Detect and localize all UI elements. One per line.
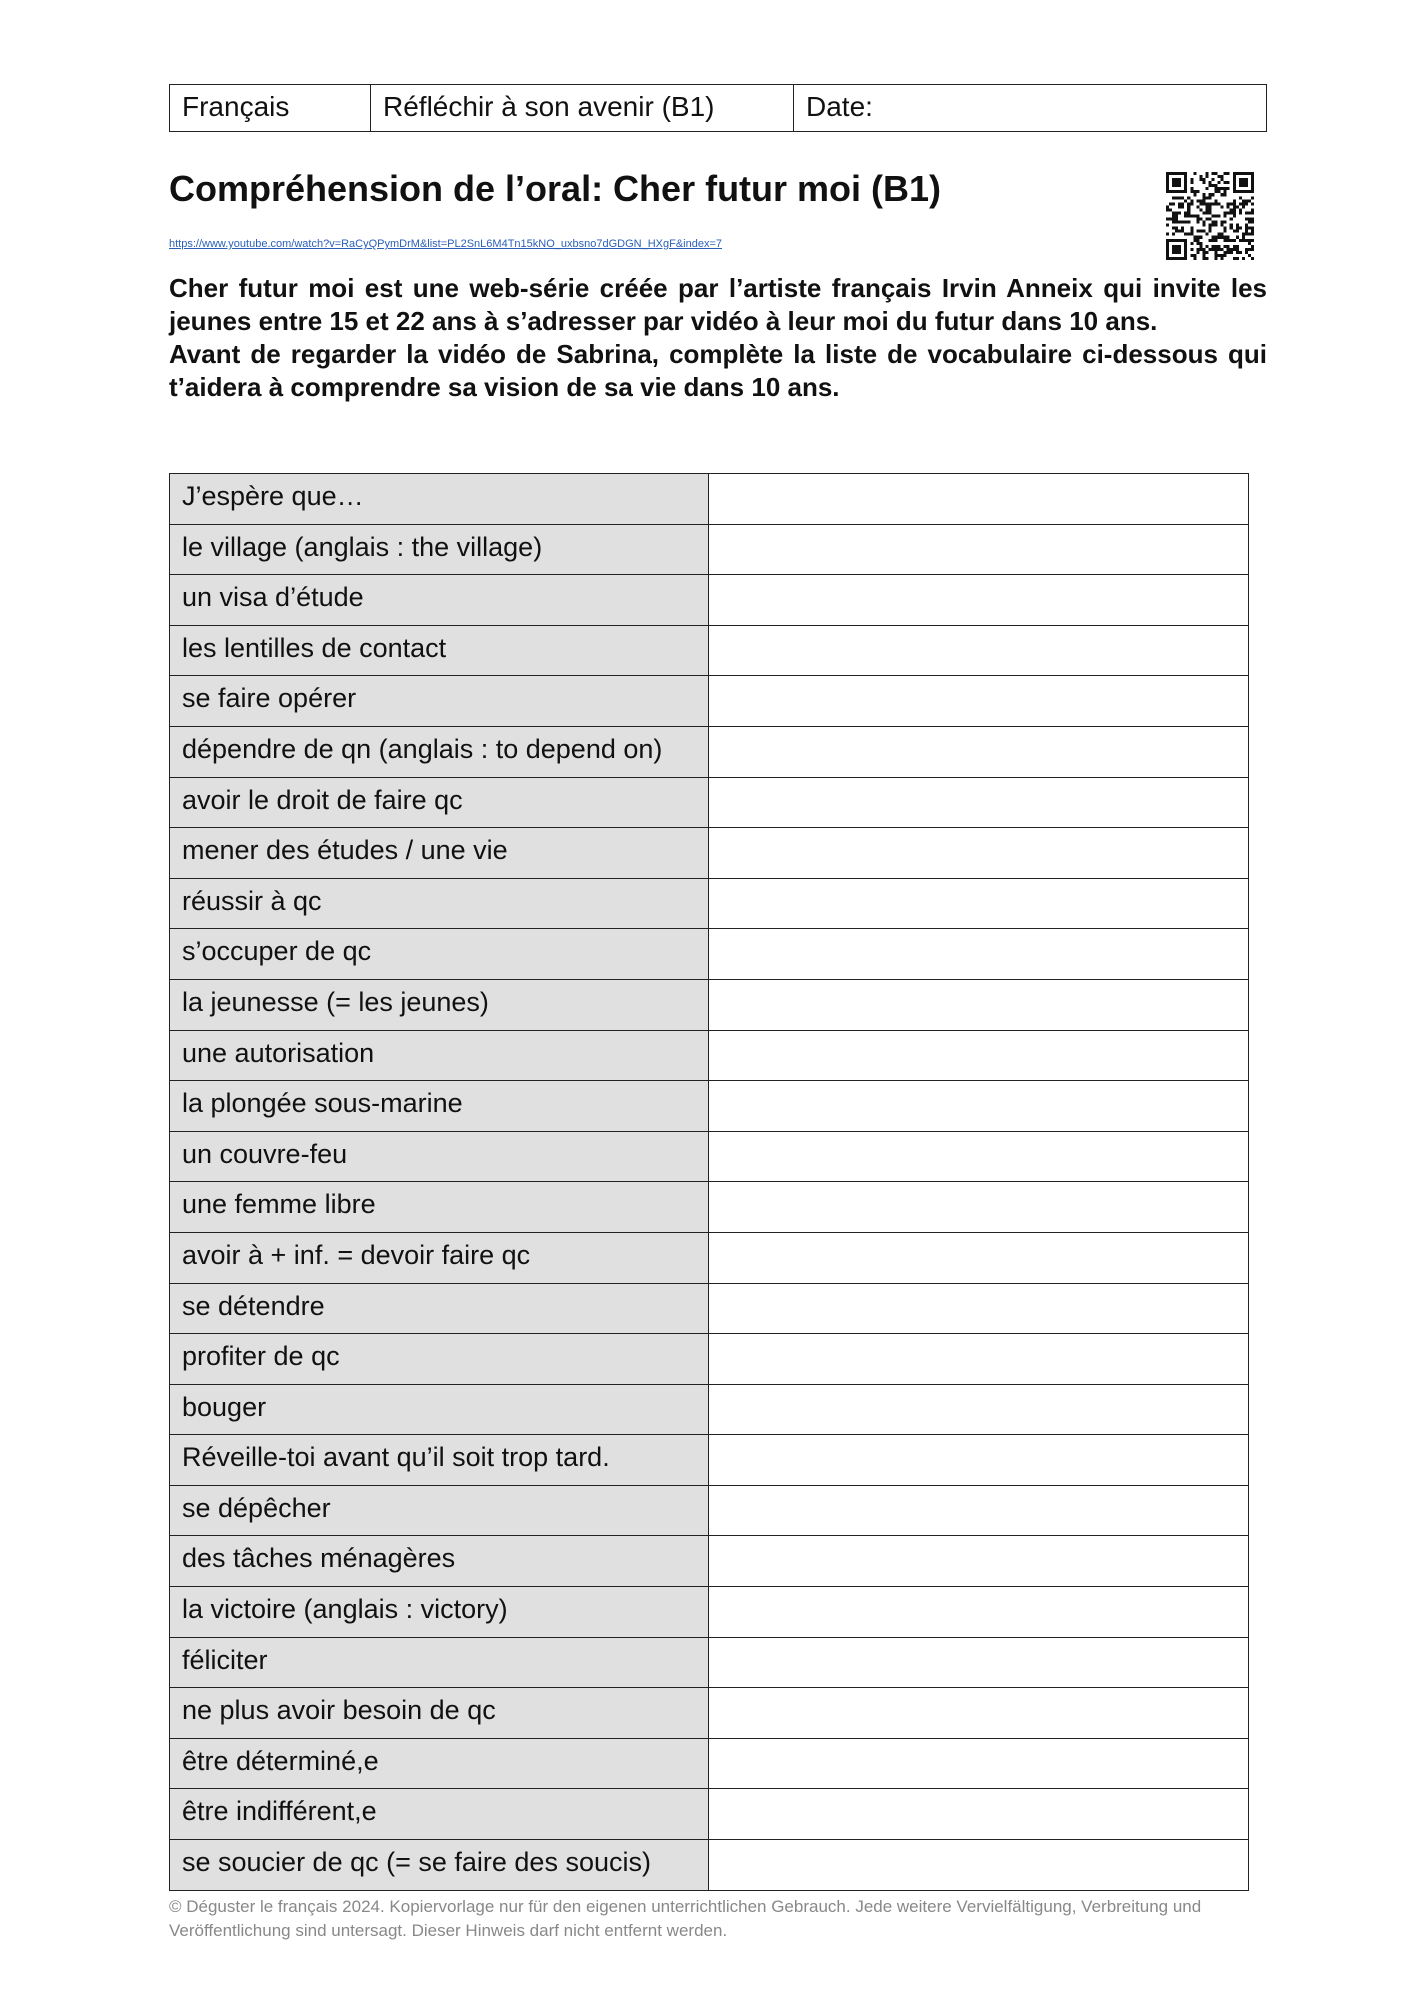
table-row [170, 1131, 1249, 1182]
vocab-answer-cell[interactable] [709, 777, 1249, 828]
vocab-term: la plongée sous-marine [170, 1081, 709, 1132]
table-row [170, 625, 1249, 676]
table-row [170, 828, 1249, 879]
intro-text [169, 272, 1267, 404]
vocab-term: des tâches ménagères [170, 1536, 709, 1587]
table-row [170, 1637, 1249, 1688]
table-row [170, 1536, 1249, 1587]
vocab-answer-cell[interactable] [709, 625, 1249, 676]
vocab-answer-cell[interactable] [709, 1435, 1249, 1486]
table-row [170, 1182, 1249, 1233]
vocab-term: avoir le droit de faire qc [170, 777, 709, 828]
table-row [170, 1334, 1249, 1385]
intro-paragraph-1: Cher futur moi est une web-série créée par l’artiste français Irvin Anneix qui invite les jeunes entre 15 et 22 ans à s’adresser par vidéo à leur moi du futur dans 10 ans. [169, 273, 1267, 336]
page-title: Compréhension de l’oral: Cher futur moi (B1) [169, 168, 942, 209]
vocab-term: se soucier de qc (= se faire des soucis) [170, 1840, 709, 1891]
table-row [170, 1435, 1249, 1486]
vocab-answer-cell[interactable] [709, 1334, 1249, 1385]
vocab-answer-cell[interactable] [709, 1485, 1249, 1536]
header-topic: Réfléchir à son avenir (B1) [371, 85, 794, 131]
vocab-answer-cell[interactable] [709, 1384, 1249, 1435]
header-subject: Français [170, 85, 371, 131]
vocab-term: être indifférent,e [170, 1789, 709, 1840]
vocab-term: se dépêcher [170, 1485, 709, 1536]
vocab-term: dépendre de qn (anglais : to depend on) [170, 726, 709, 777]
vocab-term: une femme libre [170, 1182, 709, 1233]
table-row [170, 575, 1249, 626]
vocab-term: être déterminé,e [170, 1738, 709, 1789]
table-row [170, 524, 1249, 575]
vocab-term: Réveille-toi avant qu’il soit trop tard. [170, 1435, 709, 1486]
table-row [170, 1030, 1249, 1081]
vocab-answer-cell[interactable] [709, 1637, 1249, 1688]
video-link[interactable]: https://www.youtube.com/watch?v=RaCyQPymDrM&list=PL2SnL6M4Tn15kNO_uxbsno7dGDGN_HXgF&index=7 [169, 238, 722, 250]
table-row [170, 1232, 1249, 1283]
table-row [170, 726, 1249, 777]
vocab-answer-cell[interactable] [709, 676, 1249, 727]
vocab-answer-cell[interactable] [709, 726, 1249, 777]
vocab-answer-cell[interactable] [709, 1789, 1249, 1840]
vocab-term: se faire opérer [170, 676, 709, 727]
vocab-term: mener des études / une vie [170, 828, 709, 879]
vocab-term: la jeunesse (= les jeunes) [170, 979, 709, 1030]
vocab-answer-cell[interactable] [709, 929, 1249, 980]
vocab-term: une autorisation [170, 1030, 709, 1081]
table-row [170, 929, 1249, 980]
vocab-answer-cell[interactable] [709, 1081, 1249, 1132]
vocab-answer-cell[interactable] [709, 1840, 1249, 1891]
header-date[interactable]: Date: [806, 91, 873, 122]
vocab-term: bouger [170, 1384, 709, 1435]
vocab-answer-cell[interactable] [709, 524, 1249, 575]
vocab-term: s’occuper de qc [170, 929, 709, 980]
vocab-answer-cell[interactable] [709, 1688, 1249, 1739]
vocab-term: ne plus avoir besoin de qc [170, 1688, 709, 1739]
vocab-answer-cell[interactable] [709, 878, 1249, 929]
vocab-answer-cell[interactable] [709, 1030, 1249, 1081]
vocab-answer-cell[interactable] [709, 1131, 1249, 1182]
vocab-term: la victoire (anglais : victory) [170, 1587, 709, 1638]
vocab-answer-cell[interactable] [709, 474, 1249, 525]
vocab-term: un visa d’étude [170, 575, 709, 626]
vocab-term: le village (anglais : the village) [170, 524, 709, 575]
table-row [170, 1688, 1249, 1739]
vocab-term: avoir à + inf. = devoir faire qc [170, 1232, 709, 1283]
vocab-answer-cell[interactable] [709, 1536, 1249, 1587]
vocab-term: les lentilles de contact [170, 625, 709, 676]
table-row [170, 979, 1249, 1030]
table-row [170, 1587, 1249, 1638]
vocab-term: se détendre [170, 1283, 709, 1334]
vocab-term: féliciter [170, 1637, 709, 1688]
table-row [170, 777, 1249, 828]
table-row [170, 1485, 1249, 1536]
vocab-answer-cell[interactable] [709, 1232, 1249, 1283]
vocab-answer-cell[interactable] [709, 1182, 1249, 1233]
table-row [170, 1840, 1249, 1891]
table-row [170, 1789, 1249, 1840]
table-row [170, 1081, 1249, 1132]
vocab-answer-cell[interactable] [709, 1283, 1249, 1334]
vocab-table [169, 473, 1249, 1891]
table-row [170, 676, 1249, 727]
vocab-answer-cell[interactable] [709, 575, 1249, 626]
intro-paragraph-2: Avant de regarder la vidéo de Sabrina, complète la liste de vocabulaire ci-dessous qui t’aidera à comprendre sa vision de sa vie dans 10 ans. [169, 339, 1267, 402]
table-row [170, 878, 1249, 929]
table-row [170, 1384, 1249, 1435]
vocab-answer-cell[interactable] [709, 1738, 1249, 1789]
vocab-answer-cell[interactable] [709, 828, 1249, 879]
table-row [170, 1283, 1249, 1334]
table-row [170, 474, 1249, 525]
vocab-term: profiter de qc [170, 1334, 709, 1385]
table-row [170, 1738, 1249, 1789]
vocab-answer-cell[interactable] [709, 1587, 1249, 1638]
header-table [169, 84, 1267, 132]
vocab-term: réussir à qc [170, 878, 709, 929]
copyright-footer: © Déguster le français 2024. Kopiervorlage nur für den eigenen unterrichtlichen Gebrauch. Jede weitere Vervielfältigung, Verbreitung und Veröffentlichung sind untersagt. Dieser Hinweis darf nicht entfernt werden. [169, 1897, 1202, 1940]
qr-code [1166, 172, 1254, 260]
vocab-term: J’espère que… [170, 474, 709, 525]
vocab-answer-cell[interactable] [709, 979, 1249, 1030]
vocab-term: un couvre-feu [170, 1131, 709, 1182]
